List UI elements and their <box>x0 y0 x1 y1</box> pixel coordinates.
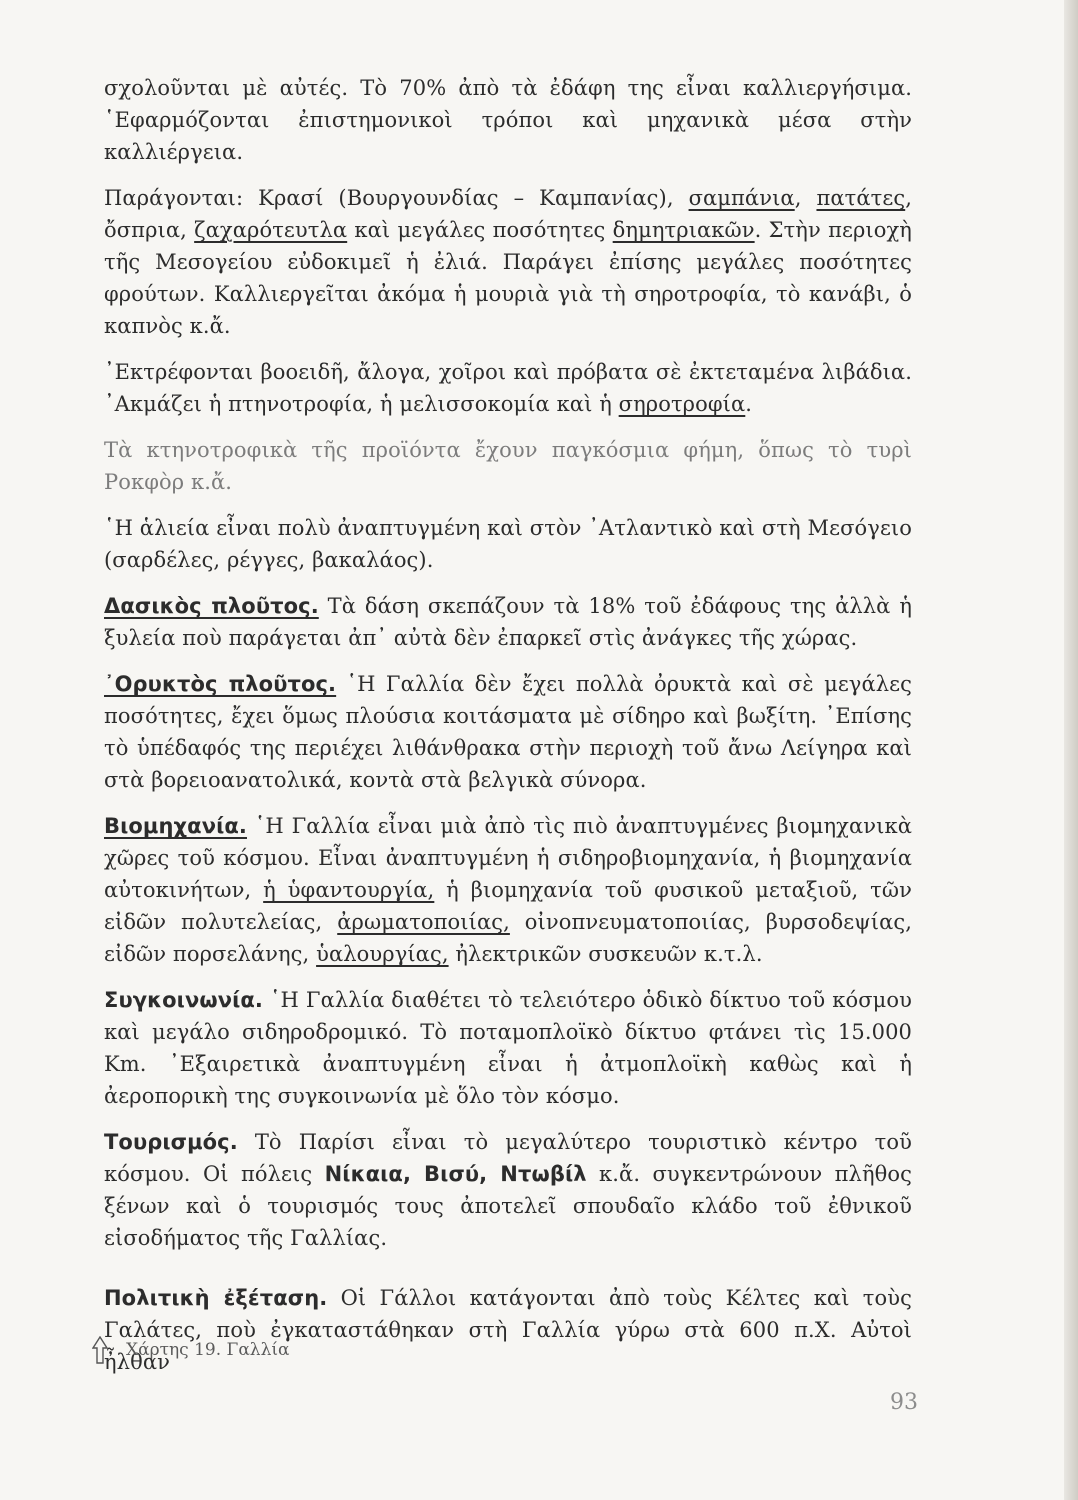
text-run: ῾Η Γαλλία δὲν ἔχει πολλὰ ὀρυκτὰ καὶ σὲ μεγάλες ποσότητες, ἔχει ὅμως πλούσια κοιτάσματα μὲ σίδηρο καὶ βωξίτη. ᾿Επίσης τὸ ὑπέδαφός της περιέχει λιθάνθρακα στὴν περιοχὴ τοῦ ἄνω Λείγηρα καὶ στὰ βορειοανατολικά, κοντὰ στὰ βελγικὰ σύνορα. <box>104 672 912 792</box>
section-heading: Δασικὸς πλοῦτος. <box>104 594 319 618</box>
text-run: Οἱ Γάλλοι κατάγονται ἀπὸ τοὺς Κέλτες καὶ τοὺς Γαλάτες, ποὺ ἐγκαταστάθηκαν στὴ Γαλλία γύρω στὰ 600 π.Χ. Αὐτοὶ ἦλθαν <box>104 1286 912 1374</box>
text-run: Παράγονται: Κρασί (Βουργουνδίας – Καμπανίας), <box>104 186 689 210</box>
text-run: ῾Η Γαλλία εἶναι μιὰ ἀπὸ τὶς πιὸ ἀναπτυγμένες βιομηχανικὰ χῶρες τοῦ κόσμου. Εἶναι ἀναπτυγμένη ἡ σιδηροβιομηχανία, ἡ βιομηχανία αὐτοκινήτων, <box>104 814 912 902</box>
section-heading: Συγκοινωνία. <box>104 988 264 1012</box>
body-text <box>104 72 912 1378</box>
text-run: ἠλεκτρικῶν συσκευῶν κ.τ.λ. <box>448 942 763 966</box>
paragraph-transport <box>104 984 912 1112</box>
text-run: καὶ μεγάλες ποσότητες <box>347 218 613 242</box>
caption-text: Χάρτης 19. Γαλλία <box>126 1340 290 1360</box>
text-run: . <box>745 392 753 416</box>
underlined-term: σαμπάνια <box>688 186 795 210</box>
paragraph-products <box>104 182 912 342</box>
bold-cities: Νίκαια, Βισύ, Ντωβίλ <box>324 1162 587 1186</box>
paragraph-forestry <box>104 590 912 654</box>
page-number: 93 <box>890 1390 918 1415</box>
compass-pointer-icon <box>92 1336 108 1364</box>
section-heading: Τουρισμός. <box>104 1130 238 1154</box>
underlined-term: ἀρωματοποιίας, <box>337 910 510 934</box>
underlined-term: δημητριακῶν <box>612 218 755 242</box>
paragraph-minerals <box>104 668 912 796</box>
paragraph-agriculture-intro: σχολοῦνται μὲ αὐτές. Τὸ 70% ἀπὸ τὰ ἐδάφη της εἶναι καλλιεργήσιμα. ῾Εφαρμόζονται ἐπιστημονικοὶ τρόποι καὶ μηχανικὰ μέσα στὴν καλλιέργεια. <box>104 76 912 164</box>
text-run: . Στὴν περιοχὴ τῆς Μεσογείου εὐδοκιμεῖ ἡ ἐλιά. Παράγει ἐπίσης μεγάλες ποσότητες φρούτων. Καλλιεργεῖται ἀκόμα ἡ μουριὰ γιὰ τὴ σηροτροφία, τὸ κανάβι, ὁ καπνὸς κ.ἄ. <box>104 218 912 338</box>
underlined-term: σηροτροφία <box>618 392 746 416</box>
paragraph-dairy: Τὰ κτηνοτροφικὰ τῆς προϊόντα ἔχουν παγκόσμια φήμη, ὅπως τὸ τυρὶ Ροκφὸρ κ.ἄ. <box>104 438 912 494</box>
text-run: ἡ βιομηχανία τοῦ φυσικοῦ μεταξιοῦ, τῶν εἰδῶν πολυτελείας, <box>104 878 912 934</box>
paragraph-tourism <box>104 1126 912 1254</box>
text-run: Τὸ Παρίσι εἶναι τὸ μεγαλύτερο τουριστικὸ κέντρο τοῦ κόσμου. Οἱ πόλεις <box>104 1130 912 1186</box>
paragraph-fishing: ῾Η ἁλιεία εἶναι πολὺ ἀναπτυγμένη καὶ στὸν ᾿Ατλαντικὸ καὶ στὴ Μεσόγειο (σαρδέλες, ρέγγες, βακαλάος). <box>104 516 912 572</box>
text-run: ῾Η Γαλλία διαθέτει τὸ τελειότερο ὁδικὸ δίκτυο τοῦ κόσμου καὶ μεγάλο σιδηροδρομικό. Τὸ ποταμοπλοϊκὸ δίκτυο φτάνει τὶς 15.000 Km. ᾿Εξαιρετικὰ ἀναπτυγμένη εἶναι ἡ ἀτμοπλοϊκὴ καθὼς καὶ ἡ ἀεροπορικὴ της συγκοινωνία μὲ ὅλο τὸν κόσμο. <box>104 988 912 1108</box>
section-heading: Πολιτικὴ ἐξέταση. <box>104 1286 328 1310</box>
paragraph-industry <box>104 810 912 970</box>
text-run: κ.ἄ. συγκεντρώνουν πλῆθος ξένων καὶ ὁ τουρισμός τους ἀποτελεῖ σπουδαῖο κλάδο τοῦ ἐθνικοῦ εἰσοδήματος τῆς Γαλλίας. <box>104 1162 912 1250</box>
map-caption <box>92 1336 290 1364</box>
text-run: οἰνοπνευματοποιίας, βυρσοδεψίας, εἰδῶν πορσελάνης, <box>104 910 912 966</box>
section-heading: ᾿Ορυκτὸς πλοῦτος. <box>104 672 337 696</box>
underlined-term: ἡ ὑφαντουργία, <box>263 878 435 902</box>
text-run: Τὰ δάση σκεπάζουν τὰ 18% τοῦ ἐδάφους της ἀλλὰ ἡ ξυλεία ποὺ παράγεται ἀπ᾿ αὐτὰ δὲν ἐπαρκεῖ στὶς ἀνάγκες τῆς χώρας. <box>104 594 913 650</box>
underlined-term: ὑαλουργίας, <box>316 942 449 966</box>
text-run: ᾿Εκτρέφονται βοοειδῆ, ἄλογα, χοῖροι καὶ πρόβατα σὲ ἐκτεταμένα λιβάδια. ᾿Ακμάζει ἡ πτηνοτροφία, ἡ μελισσοκομία καὶ ἡ <box>104 360 912 416</box>
page-edge <box>1064 0 1078 1500</box>
text-run: , <box>794 186 817 210</box>
underlined-term: πατάτες <box>816 186 906 210</box>
underlined-term: ζαχαρότευτλα <box>194 218 348 242</box>
text-run: , ὄσπρια, <box>104 186 912 242</box>
section-heading: Βιομηχανία. <box>104 814 247 838</box>
paragraph-livestock <box>104 356 912 420</box>
